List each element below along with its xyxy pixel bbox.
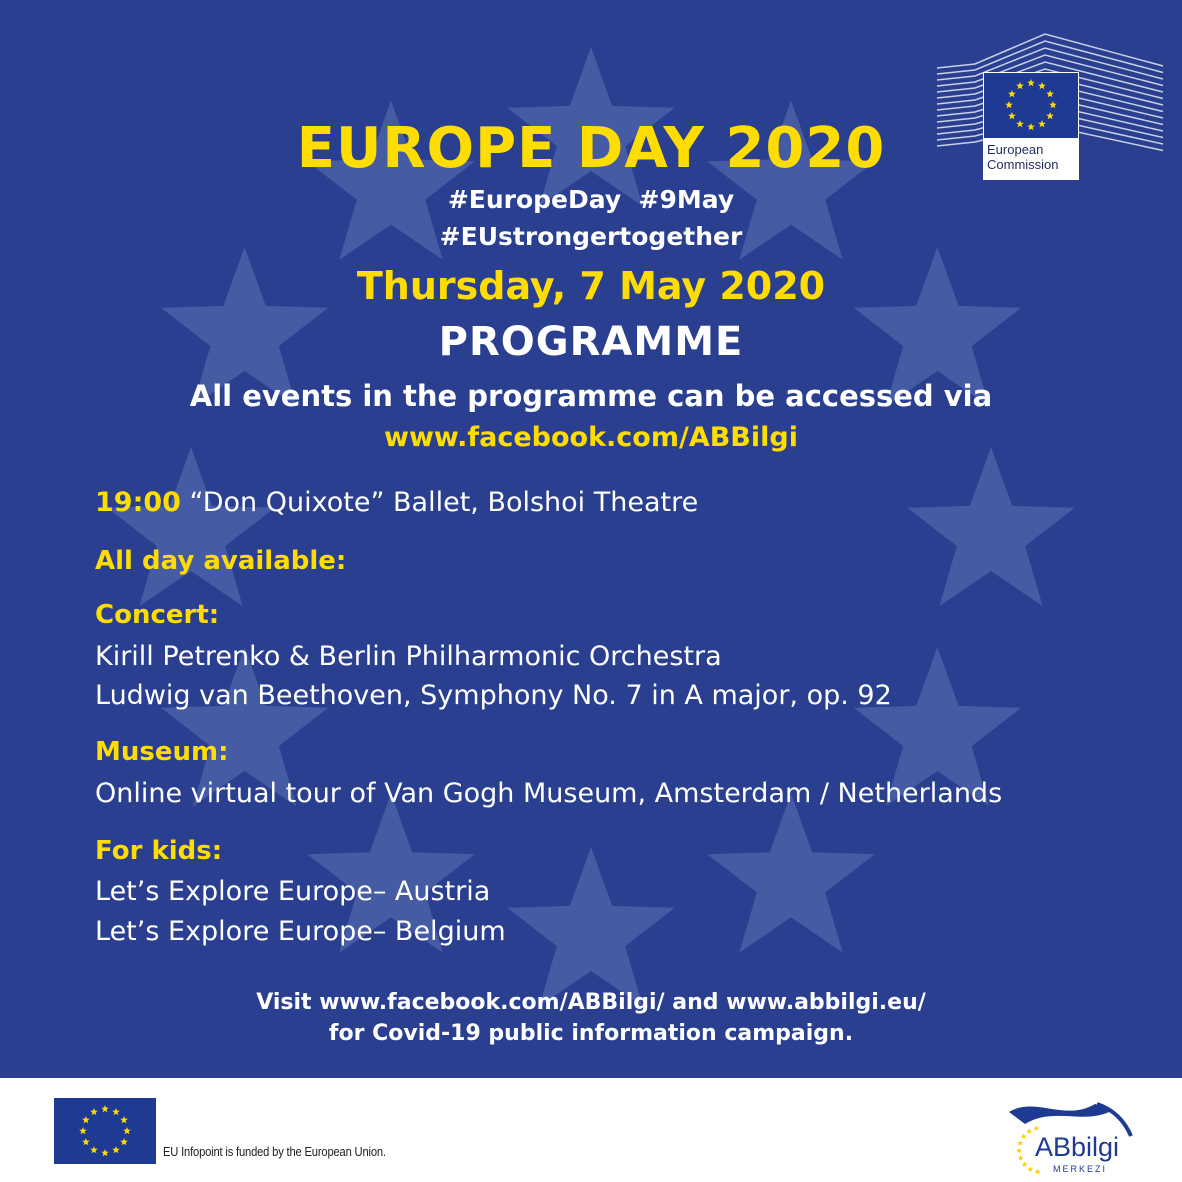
ec-label-line2: Commission [987, 157, 1059, 172]
abbilgi-sub: MERKEZI [1053, 1164, 1108, 1174]
background-star-icon [507, 847, 674, 1006]
kids-line-1: Let’s Explore Europe– Austria [95, 876, 491, 907]
background-star-icon [107, 447, 274, 606]
background-star-icon [707, 793, 874, 952]
concert-line-2: Ludwig van Beethoven, Symphony No. 7 in A major, op. 92 [95, 680, 892, 711]
hashtags-line-1: #EuropeDay #9May [447, 185, 735, 214]
hashtags-line-2: #EUstrongertogether [439, 222, 743, 251]
abbilgi-name: ABbilgi [1035, 1132, 1120, 1162]
event-time: 19:00 [95, 487, 181, 518]
concert-label: Concert: [95, 600, 220, 630]
museum-line-1: Online virtual tour of Van Gogh Museum, Amsterdam / Netherlands [95, 778, 1003, 809]
evening-event [95, 487, 698, 518]
funded-text: EU Infopoint is funded by the European Union. [163, 1144, 386, 1159]
page-title: EUROPE DAY 2020 [296, 116, 886, 181]
programme-heading: PROGRAMME [438, 319, 744, 365]
museum-label: Museum: [95, 737, 229, 767]
all-day-label: All day available: [95, 546, 347, 576]
concert-line-1: Kirill Petrenko & Berlin Philharmonic Orchestra [95, 641, 722, 672]
kids-line-2: Let’s Explore Europe– Belgium [95, 916, 506, 947]
access-text: All events in the programme can be accessed via [189, 379, 993, 413]
event-date: Thursday, 7 May 2020 [356, 264, 826, 308]
visit-line-1: Visit www.facebook.com/ABBilgi/ and www.abbilgi.eu/ [256, 990, 926, 1015]
ec-label-line1: European [987, 142, 1044, 157]
background-star-icon [907, 447, 1074, 606]
bottom-bar [0, 1078, 1182, 1182]
visit-line-2: for Covid-19 public information campaign. [328, 1021, 854, 1046]
eu-flag-icon [54, 1098, 156, 1164]
facebook-link[interactable]: www.facebook.com/ABBilgi [384, 422, 798, 453]
kids-label: For kids: [95, 836, 223, 866]
abbilgi-flag-icon [1009, 1104, 1113, 1124]
abbilgi-logo [1005, 1092, 1145, 1178]
event-title: “Don Quixote” Ballet, Bolshoi Theatre [189, 487, 699, 518]
